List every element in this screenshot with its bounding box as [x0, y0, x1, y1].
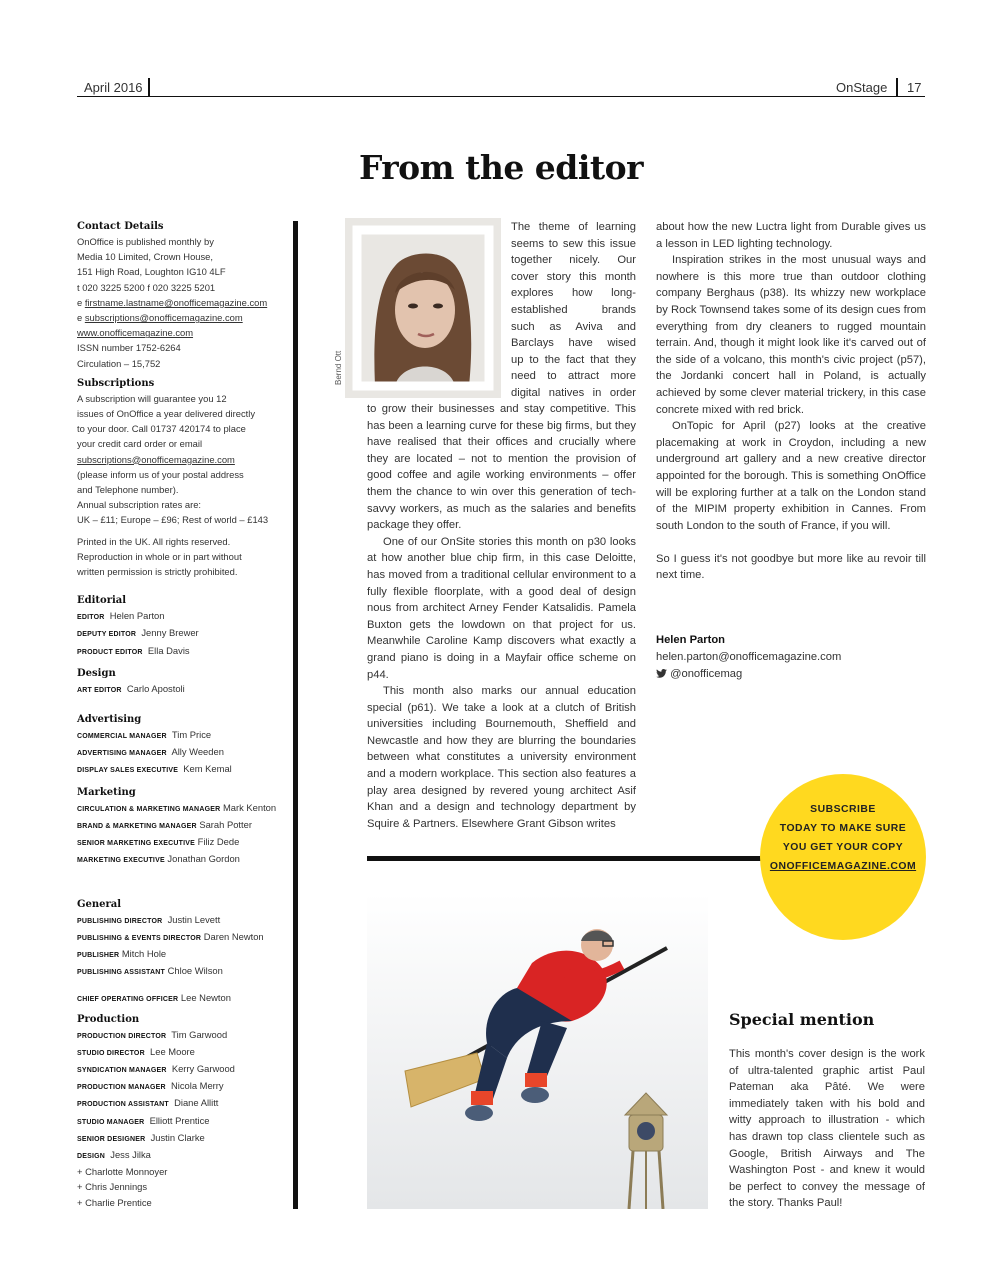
production-heading: Production — [77, 1013, 140, 1025]
subscription-line: A subscription will guarantee you 12 — [77, 392, 227, 404]
subscription-line: your credit card order or email — [77, 438, 203, 450]
column-divider — [293, 221, 298, 1209]
staff-entry: BRAND & MARKETING MANAGER Sarah Potter — [77, 818, 252, 830]
staff-entry: PRODUCTION ASSISTANT Diane Allitt — [77, 1097, 219, 1109]
staff-entry: SENIOR MARKETING EXECUTIVE Filiz Dede — [77, 836, 240, 848]
badge-line: SUBSCRIBE — [810, 804, 876, 815]
subscriptions-email-link[interactable]: subscriptions@onofficemagazine.com — [84, 312, 243, 324]
copyright-line: written permission is strictly prohibited. — [77, 566, 238, 578]
article-paragraph: to grow their businesses and stay competitive. This has been a learning curve for these big firms, but they have realised that their offices and crucially where they are located – not to mention the provision of good coffee and agile working environments – offer them the chance to win over this generation of tech-savvy workers, as much as the salaries and benefits package they offer. — [367, 403, 636, 532]
website-link[interactable]: www.onofficemagazine.com — [77, 327, 194, 339]
staff-entry: PUBLISHING ASSISTANT Chloe Wilson — [77, 965, 223, 977]
photo-credit: Bernd Ott — [334, 350, 343, 385]
article-column-1 — [367, 401, 636, 832]
section-name: OnStage — [836, 80, 888, 95]
article-paragraph: OnTopic for April (p27) looks at the creative placemaking at work in Croydon, including a new underground art gallery and a new creative director appointed for the borough. This is something OnOffice will be exploring further at a talk on the London stand of the MIPIM property exhibition in Cannes. From south London to the south of France, if you will. — [656, 420, 926, 532]
staff-entry: SYNDICATION MANAGER Kerry Garwood — [77, 1062, 235, 1074]
staff-entry: DEPUTY EDITOR Jenny Brewer — [77, 627, 199, 639]
general-heading: General — [77, 898, 122, 910]
page-number: 17 — [907, 80, 922, 95]
staff-entry: PUBLISHING DIRECTOR Justin Levett — [77, 913, 221, 925]
issue-date: April 2016 — [84, 80, 143, 95]
email-prefix: e — [77, 312, 85, 324]
header-rule — [77, 96, 925, 97]
staff-entry: CHIEF OPERATING OFFICER Lee Newton — [77, 992, 231, 1004]
contact-line: OnOffice is published monthly by — [77, 236, 214, 247]
section-rule — [367, 856, 765, 861]
broomstick-photo — [367, 893, 708, 1209]
subscription-line: issues of OnOffice a year delivered directly — [77, 408, 256, 420]
advertising-heading: Advertising — [77, 714, 142, 726]
subscribe-badge[interactable] — [760, 774, 926, 940]
editor-name: Helen Parton — [656, 634, 726, 646]
article-paragraph: Inspiration strikes in the most unusual ways and nowhere is this more true than outdoor clothing company Berghaus (p38). Its whizzy new workplace by Rock Townsend takes some of its design cues from everything from dry cleaners to rugged mountain terrain. And, though it might look like it's carved out of the side of a volcano, this month's civic project (p57), the Jordanki concert hall in Poland, is actually achieved by some clever material trickery, in this case concrete mixed with red brick. — [656, 254, 926, 416]
header-divider — [148, 78, 150, 97]
staff-entry: STUDIO DIRECTOR Lee Moore — [77, 1045, 195, 1057]
subscription-line: (please inform us of your postal address — [77, 468, 244, 480]
editor-email[interactable]: helen.parton@onofficemagazine.com — [656, 651, 842, 663]
staff-entry: PRODUCTION DIRECTOR Tim Garwood — [77, 1028, 228, 1040]
staff-entry: PRODUCT EDITOR Ella Davis — [77, 644, 190, 656]
staff-extra: + Charlie Prentice — [77, 1196, 152, 1208]
badge-line: TODAY TO MAKE SURE — [779, 823, 907, 834]
twitter-icon — [656, 669, 667, 678]
article-intro: The theme of learning seems to sew this issue together nicely. Our cover story this month explores how long- established brands such as Aviva and Barclays have wised up to the fact that they need to attract more digital natives in order — [511, 221, 636, 399]
contact-line: 151 High Road, Loughton IG10 4LF — [77, 266, 226, 278]
staff-entry: EDITOR Helen Parton — [77, 610, 165, 622]
email-prefix: e — [77, 296, 85, 308]
article-paragraph: This month also marks our annual education special (p61). We take a look at a clutch of British universities including Bournemouth, Sheffield and Newcastle and how they are blurring the boundaries between what constitutes a university environment and a modern workplace. This section also features a play area designed by revered young architect Asif Khan and a design and technology department by Squire & Partners. Elsewhere Grant Gibson writes — [367, 685, 636, 830]
staff-entry: ADVERTISING MANAGER Ally Weeden — [77, 746, 224, 758]
contact-line: t 020 3225 5200 f 020 3225 5201 — [77, 281, 216, 293]
staff-entry: DISPLAY SALES EXECUTIVE Kem Kemal — [77, 763, 232, 775]
staff-extra: + Charlotte Monnoyer — [77, 1166, 168, 1178]
staff-entry: PRODUCTION MANAGER Nicola Merry — [77, 1080, 224, 1092]
editor-photo — [345, 218, 501, 398]
masthead-sidebar — [77, 219, 282, 1210]
staff-entry: PUBLISHING & EVENTS DIRECTOR Daren Newton — [77, 930, 264, 942]
contact-heading: Contact Details — [77, 221, 164, 232]
design-heading: Design — [77, 667, 116, 679]
subscribe-link[interactable]: ONOFFICEMAGAZINE.COM — [769, 861, 917, 872]
subscriptions-email-link[interactable]: subscriptions@onofficemagazine.com — [77, 453, 235, 465]
staff-entry: COMMERCIAL MANAGER Tim Price — [77, 729, 212, 741]
header-divider — [896, 78, 898, 97]
cover-photo — [367, 893, 708, 1209]
circulation: Circulation – 15,752 — [77, 357, 161, 369]
article-paragraph: So I guess it's not goodbye but more like au revoir till next time. — [656, 552, 926, 582]
subscription-line: Annual subscription rates are: — [77, 499, 202, 511]
editor-portrait — [345, 218, 501, 398]
staff-entry: ART EDITOR Carlo Apostoli — [77, 682, 185, 694]
contact-line: Media 10 Limited, Crown House, — [77, 251, 214, 263]
copyright-line: Printed in the UK. All rights reserved. — [77, 535, 231, 547]
copyright-line: Reproduction in whole or in part without — [77, 550, 242, 562]
special-mention-title: Special mention — [729, 1010, 875, 1029]
staff-entry: CIRCULATION & MARKETING MANAGER Mark Kenton — [77, 801, 277, 813]
article-paragraph: One of our OnSite stories this month on p30 looks at how another blue chip firm, in this case Deloitte, has moved from a traditional cellular environment to a fully flexible floorplate, with a good deal of design nous from architect Arney Fender Katsalidis. Pamela Buxton gets the lowdown on that project for us. Meanwhile Caroline Kamp discovers what exactly a grand piano is doing in a Mayfair office scheme on p44. — [367, 535, 636, 681]
staff-entry: DESIGN Jess Jilka — [77, 1148, 151, 1160]
staff-entry: STUDIO MANAGER Elliott Prentice — [77, 1114, 210, 1126]
badge-line: YOU GET YOUR COPY — [782, 842, 904, 853]
subscription-line: and Telephone number). — [77, 484, 179, 496]
article-paragraph: about how the new Luctra light from Durable gives us a lesson in LED lighting technology. — [656, 221, 926, 250]
subscription-rates: UK – £11; Europe – £96; Rest of world – £143 — [77, 514, 269, 526]
staff-entry: SENIOR DESIGNER Justin Clarke — [77, 1131, 205, 1143]
staff-email-link[interactable]: firstname.lastname@onofficemagazine.com — [84, 296, 268, 308]
subscription-line: to your door. Call 01737 420174 to place — [77, 423, 246, 435]
marketing-heading: Marketing — [77, 786, 136, 798]
staff-entry: PUBLISHER Mitch Hole — [77, 947, 167, 959]
editorial-heading: Editorial — [77, 595, 127, 607]
issn-number: ISSN number 1752-6264 — [77, 342, 181, 354]
article-column-2 — [656, 219, 926, 584]
staff-extra: + Chris Jennings — [77, 1181, 148, 1193]
editor-twitter[interactable]: @onofficemag — [656, 666, 742, 683]
special-mention-body: This month's cover design is the work of ultra-talented graphic artist Paul Pateman aka Pâté. We were immediately taken with his bold and witty approach to illustration - which has drawn top class clientele such as Google, British Airways and The Washington Post - and knew it would be perfect to convey the message of the story. Thanks Paul! — [729, 1048, 925, 1210]
page-title: From the editor — [358, 148, 644, 187]
staff-entry: MARKETING EXECUTIVE Jonathan Gordon — [77, 853, 240, 865]
subscriptions-heading: Subscriptions — [77, 377, 155, 389]
